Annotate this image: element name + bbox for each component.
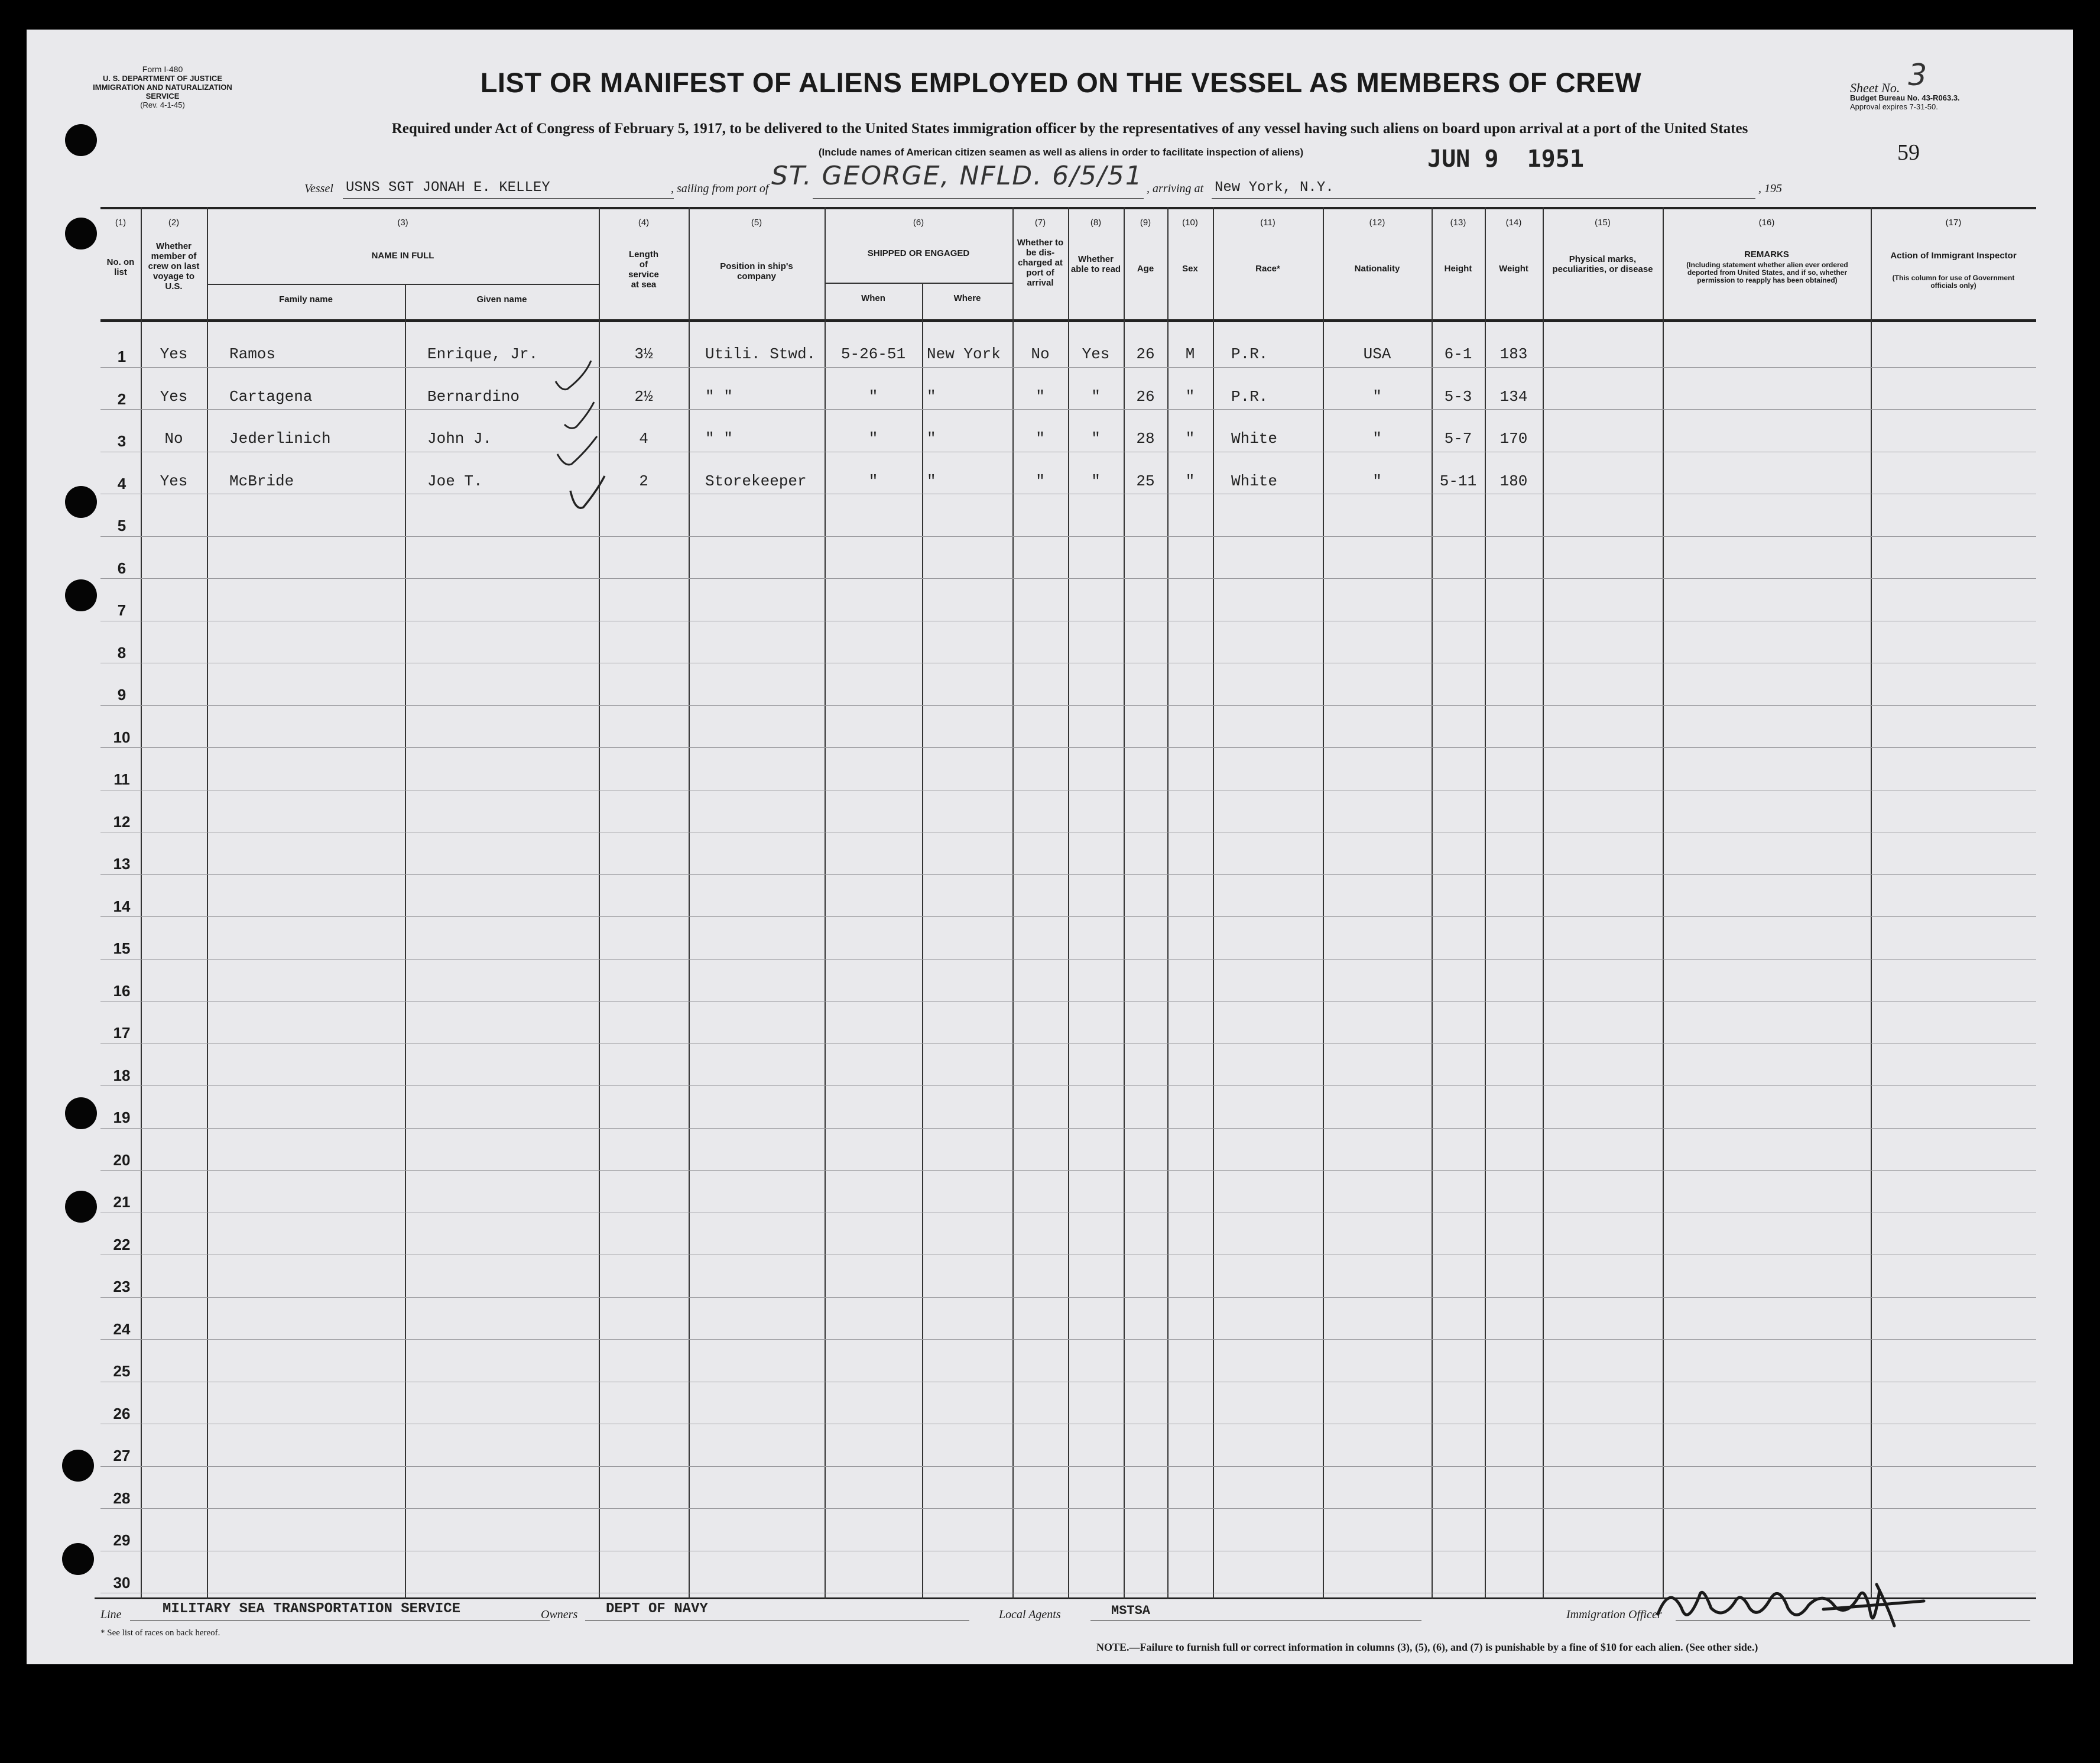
row-number: 14 [113, 897, 131, 915]
col6-where-header: Where [953, 293, 981, 303]
col9-num: (9) [1140, 218, 1151, 228]
cell-where: " [927, 472, 936, 490]
punch-hole [65, 579, 97, 611]
check-mark-icon [557, 436, 597, 465]
col-line [1068, 207, 1069, 1599]
cell-nationality: USA [1363, 345, 1391, 363]
col4-header: Length of service at sea [628, 249, 659, 290]
punch-hole [62, 1450, 94, 1482]
cell-race: P.R. [1231, 387, 1268, 406]
col-line [1012, 207, 1014, 1599]
budget-bureau: Budget Bureau No. 43-R063.3. [1850, 93, 1960, 102]
col3-num: (3) [397, 218, 408, 228]
col7-num: (7) [1034, 218, 1046, 228]
arriving-port: New York, N.Y. [1215, 180, 1334, 196]
vessel-underline [343, 198, 674, 199]
row-number: 22 [113, 1235, 131, 1253]
cell-family: Jederlinich [229, 430, 331, 448]
officer-label: Immigration Officer [1566, 1608, 1662, 1621]
cell-family: McBride [229, 472, 294, 490]
requirement-text: Required under Act of Congress of February 5, 1917, to be delivered to the United States immigration officer by the representatives of any vessel having such aliens on board upon arrival at a port of the United States [391, 121, 1748, 137]
col-line [1167, 207, 1169, 1599]
sailing-underline [813, 198, 1144, 199]
cell-weight: 134 [1499, 387, 1528, 406]
line-value: MILITARY SEA TRANSPORTATION SERVICE [163, 1601, 461, 1617]
owners-underline [585, 1620, 969, 1621]
approval-expires: Approval expires 7-31-50. [1850, 102, 1938, 111]
vessel-name: USNS SGT JONAH E. KELLEY [346, 180, 550, 196]
table-row-line [100, 578, 2036, 579]
cell-nationality: " [1372, 472, 1382, 490]
col-line [1124, 207, 1125, 1599]
row-number: 1 [117, 348, 126, 365]
check-marks [553, 355, 635, 526]
cell-given: John J. [427, 430, 492, 448]
row-number: 19 [113, 1109, 131, 1126]
cell-age: 26 [1136, 345, 1155, 363]
cell-weight: 170 [1499, 430, 1528, 448]
cell-nationality: " [1372, 430, 1382, 448]
col-line [141, 207, 142, 1599]
table-row-line [100, 1466, 2036, 1467]
col16-header: REMARKS [1744, 249, 1789, 260]
cell-read: " [1091, 387, 1101, 406]
col17-subheader: (This column for use of Government officials only) [1892, 274, 2015, 290]
agents-value: MSTSA [1111, 1603, 1151, 1618]
cell-age: 25 [1136, 472, 1155, 490]
manifest-sheet [27, 30, 2073, 1664]
cell-race: White [1231, 472, 1278, 490]
cell-where: New York [927, 345, 1001, 363]
col3-given-header: Given name [476, 294, 527, 304]
cell-sex: " [1185, 472, 1195, 490]
row-number: 16 [113, 981, 131, 1000]
col14-header: Weight [1499, 264, 1528, 274]
col2-num: (2) [168, 218, 180, 228]
col-line [922, 283, 923, 1599]
arriving-underline [1212, 198, 1755, 199]
table-row-line [100, 1001, 2036, 1002]
table-row-line [100, 409, 2036, 410]
punch-hole [62, 1543, 94, 1575]
cell-height: 5-3 [1444, 387, 1472, 406]
row-number: 18 [113, 1066, 131, 1084]
row-number: 6 [117, 559, 126, 577]
punch-hole [65, 1191, 97, 1223]
col-line [207, 207, 208, 1599]
sheet-number: 3 [1908, 58, 1927, 92]
cell-discharged: No [1031, 345, 1050, 363]
cell-sex: M [1185, 345, 1195, 363]
punch-hole [65, 486, 97, 518]
col13-header: Height [1444, 264, 1472, 274]
row-number: 12 [113, 812, 131, 831]
owners-label: Owners [541, 1608, 578, 1621]
cell-nationality: " [1372, 387, 1382, 406]
cell-when: " [868, 472, 878, 490]
date-stamp: JUN 9 1951 [1427, 145, 1584, 173]
col9-header: Age [1137, 264, 1154, 274]
col3-header: NAME IN FULL [371, 251, 434, 261]
cell-age: 26 [1136, 387, 1155, 406]
col-line [1543, 207, 1544, 1599]
col1-header: No. on list [106, 257, 135, 277]
col12-header: Nationality [1354, 264, 1400, 274]
cell-where: " [927, 387, 936, 406]
department: U. S. DEPARTMENT OF JUSTICE [103, 74, 222, 83]
col12-num: (12) [1369, 218, 1385, 228]
col6-header: SHIPPED OR ENGAGED [867, 248, 970, 258]
revision: (Rev. 4-1-45) [140, 101, 185, 109]
include-note: (Include names of American citizen seamen as well as aliens in order to facilitate inspection of aliens) [818, 147, 1304, 158]
cell-family: Cartagena [229, 387, 313, 406]
cell-given: Enrique, Jr. [427, 345, 538, 363]
col16-num: (16) [1758, 218, 1775, 228]
cell-position: " " [705, 387, 733, 406]
row-number: 20 [113, 1151, 131, 1169]
page-number: 59 [1897, 140, 1920, 165]
row-number: 24 [113, 1320, 131, 1338]
col17-num: (17) [1945, 218, 1962, 228]
col11-num: (11) [1260, 218, 1275, 228]
arriving-label: , arriving at [1147, 182, 1204, 195]
row-number: 23 [113, 1278, 131, 1295]
col-line [825, 207, 826, 1599]
cell-read: " [1091, 472, 1101, 490]
sheet-block [1850, 58, 1980, 111]
cell-service: 2 [639, 472, 648, 490]
col5-header: Position in ship's company [720, 261, 793, 281]
cell-weight: 183 [1499, 345, 1528, 363]
row-number: 25 [113, 1362, 131, 1380]
col-line [689, 207, 690, 1599]
line-underline [130, 1620, 550, 1621]
cell-when: " [868, 387, 878, 406]
cell-where: " [927, 430, 936, 448]
col16-subheader: (Including statement whether alien ever ordered deported from United States, and if so, whether permission to reapply has been obtained) [1686, 261, 1848, 284]
cell-read: " [1091, 430, 1101, 448]
cell-sex: " [1185, 387, 1195, 406]
year-suffix: , 195 [1758, 182, 1782, 195]
sheet-label: Sheet No. [1850, 80, 1900, 95]
cell-height: 5-7 [1444, 430, 1472, 448]
line-label: Line [100, 1608, 122, 1621]
col8-num: (8) [1090, 218, 1102, 228]
row-number: 11 [113, 770, 130, 788]
row-number: 7 [117, 601, 126, 619]
col13-num: (13) [1450, 218, 1466, 228]
officer-signature [1646, 1573, 1942, 1638]
cell-position: Utili. Stwd. [705, 345, 816, 363]
table-row-line [100, 1508, 2036, 1509]
table-row-line [100, 536, 2036, 537]
cell-weight: 180 [1499, 472, 1528, 490]
shipped-subheader-line [825, 283, 1012, 284]
col7-header: Whether to be dis-charged at port of arrival [1017, 238, 1064, 288]
col-line [1663, 207, 1664, 1599]
check-mark-icon [564, 402, 594, 428]
col11-header: Race* [1255, 264, 1280, 274]
col15-header: Physical marks, peculiarities, or disease [1552, 254, 1653, 274]
col1-num: (1) [115, 218, 126, 228]
check-mark-icon [570, 476, 605, 508]
col-line [1323, 207, 1324, 1599]
cell-last-voyage: No [164, 430, 183, 448]
row-number: 28 [113, 1489, 131, 1507]
penalty-note: NOTE.—Failure to furnish full or correct information in columns (3), (5), (6), and (7) is punishable by a fine of $10 for each alien. (See other side.) [1096, 1641, 1758, 1653]
table-row-line [100, 1085, 2036, 1086]
form-number: Form I-480 [142, 64, 183, 74]
cell-service: 2½ [634, 387, 653, 406]
row-number: 5 [117, 517, 126, 534]
cell-service: 3½ [634, 345, 653, 363]
row-number: 15 [113, 939, 131, 957]
col10-num: (10) [1182, 218, 1198, 228]
col17-header: Action of Immigrant Inspector [1890, 251, 2017, 261]
col5-num: (5) [751, 218, 762, 228]
punch-hole [65, 218, 97, 249]
row-number: 4 [117, 474, 126, 492]
sailing-label: , sailing from port of [671, 182, 769, 195]
service: IMMIGRATION AND NATURALIZATION SERVICE [93, 83, 232, 101]
cell-race: P.R. [1231, 345, 1268, 363]
cell-last-voyage: Yes [160, 472, 188, 490]
col-line [1213, 207, 1214, 1599]
col14-num: (14) [1505, 218, 1522, 228]
form-title: LIST OR MANIFEST OF ALIENS EMPLOYED ON THE VESSEL AS MEMBERS OF CREW [480, 67, 1642, 98]
table-row-line [100, 367, 2036, 368]
col8-header: Whether able to read [1070, 254, 1121, 274]
table-row-line [100, 1043, 2036, 1044]
row-number: 3 [117, 432, 126, 450]
row-number: 13 [113, 855, 131, 873]
cell-discharged: " [1036, 387, 1045, 406]
row-number: 17 [113, 1024, 131, 1042]
row-number: 9 [117, 686, 126, 704]
col3-family-header: Family name [279, 294, 333, 304]
cell-position: Storekeeper [705, 472, 807, 490]
cell-read: Yes [1082, 345, 1110, 363]
row-number: 27 [113, 1447, 131, 1464]
owners-value: DEPT OF NAVY [606, 1601, 708, 1617]
cell-age: 28 [1136, 430, 1155, 448]
row-number: 10 [113, 728, 131, 746]
table-row-line [100, 1128, 2036, 1129]
cell-family: Ramos [229, 345, 276, 363]
col6-when-header: When [861, 293, 885, 303]
cell-last-voyage: Yes [160, 345, 188, 363]
race-note: * See list of races on back hereof. [100, 1628, 220, 1638]
col4-num: (4) [638, 218, 650, 228]
name-subheader-line [207, 284, 599, 285]
col15-num: (15) [1595, 218, 1611, 228]
table-row-line [100, 959, 2036, 960]
row-number: 30 [113, 1573, 131, 1592]
row-number: 2 [117, 390, 126, 408]
table-row-line [100, 705, 2036, 706]
cell-discharged: " [1036, 472, 1045, 490]
table-row-line [100, 747, 2036, 748]
cell-when: " [868, 430, 878, 448]
cell-sex: " [1185, 430, 1195, 448]
col10-header: Sex [1182, 264, 1198, 274]
sailing-port: ST. GEORGE, NFLD. 6/5/51 [771, 161, 1143, 191]
agents-underline [1090, 1620, 1421, 1621]
col-line [1432, 207, 1433, 1599]
row-number: 29 [113, 1531, 131, 1549]
punch-hole [65, 124, 97, 156]
col2-header: Whether member of crew on last voyage to U.S. [148, 241, 200, 291]
cell-last-voyage: Yes [160, 387, 188, 406]
table-row-line [100, 1297, 2036, 1298]
col-line [1871, 207, 1872, 1599]
table-row-line [100, 916, 2036, 917]
table-row-line [100, 1339, 2036, 1340]
cell-height: 5-11 [1439, 472, 1477, 490]
cell-race: White [1231, 430, 1278, 448]
row-number: 21 [113, 1193, 131, 1211]
table-row-line [100, 874, 2036, 875]
check-mark-icon [556, 361, 591, 390]
cell-given: Joe T. [427, 472, 483, 490]
punch-hole [65, 1097, 97, 1129]
cell-height: 6-1 [1444, 345, 1472, 363]
row-number: 8 [117, 643, 126, 662]
agents-label: Local Agents [999, 1608, 1061, 1621]
cell-service: 4 [639, 430, 648, 448]
row-number: 26 [113, 1404, 131, 1422]
cell-discharged: " [1036, 430, 1045, 448]
vessel-label: Vessel [304, 182, 333, 195]
col-line [1485, 207, 1486, 1599]
table-row-line [100, 1170, 2036, 1171]
col6-num: (6) [913, 218, 924, 228]
cell-when: 5-26-51 [840, 345, 906, 363]
cell-given: Bernardino [427, 387, 520, 406]
cell-position: " " [705, 430, 733, 448]
